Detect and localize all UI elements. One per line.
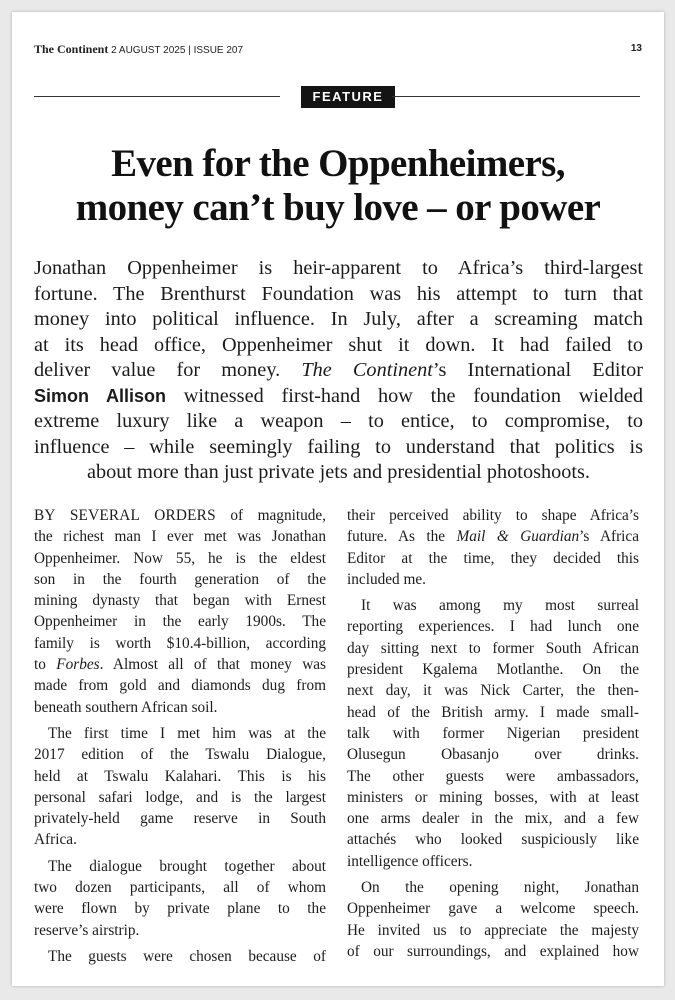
- body-line: On the opening night, Jonathan: [361, 879, 639, 897]
- body-text: ’s Africa: [579, 528, 640, 546]
- body-line: talk with former Nigerian president: [347, 724, 639, 742]
- body-line: next day, it was Nick Carter, the then-: [347, 682, 639, 700]
- body-line: attachés who looked suspiciously like: [347, 831, 639, 849]
- body-line: It was among my most surreal: [361, 597, 639, 615]
- standfirst-line: Jonathan Oppenheimer is heir-apparent to Africa’s third-largest: [34, 257, 643, 279]
- body-text: of magnitude,: [230, 507, 327, 524]
- standfirst: [34, 256, 643, 486]
- divider-left: [34, 96, 280, 97]
- body-line: included me.: [347, 570, 427, 588]
- author-name: Simon Allison: [34, 385, 166, 406]
- body-line: [347, 526, 639, 547]
- body-line: Oppenheimer in the early 1900s. The: [34, 613, 326, 631]
- body-line: mining dynasty that began with Ernest: [34, 592, 326, 610]
- body-line: The first time I met him was at the: [48, 724, 326, 742]
- section-tag: FEATURE: [301, 86, 395, 108]
- body-line: two dozen participants, all of whom: [34, 879, 326, 897]
- standfirst-line: [34, 358, 643, 384]
- body-line: [34, 505, 326, 526]
- masthead: [34, 42, 642, 57]
- body-line: The other guests were ambassadors,: [347, 767, 639, 785]
- page-number: 13: [630, 43, 642, 54]
- body-line: ministers or mining bosses, with at least: [347, 788, 639, 806]
- body-line: He invited us to appreciate the majesty: [347, 921, 639, 939]
- standfirst-line: fortune. The Brenthurst Foundation was his attempt to turn that: [34, 282, 643, 305]
- body-line: The dialogue brought together about: [48, 857, 326, 875]
- standfirst-text: ’s International Editor: [432, 359, 643, 381]
- body-text: to: [34, 656, 46, 674]
- body-line: day sitting next to former South African: [347, 639, 639, 657]
- section-header: [34, 86, 640, 108]
- body-line: family is worth $10.4-billion, according: [34, 634, 326, 652]
- standfirst-line: influence – while seemingly failing to understand that politics is: [34, 435, 643, 458]
- headline: [12, 142, 664, 230]
- body-column-left: [34, 505, 326, 967]
- body-line: the richest man I ever met was Jonathan: [34, 528, 326, 546]
- body-line: intelligence officers.: [347, 852, 473, 870]
- standfirst-text: deliver value for money.: [34, 359, 281, 381]
- body-line: personal safari lodge, and is the largest: [34, 788, 326, 806]
- issue-date: 2 AUGUST 2025 | ISSUE 207: [111, 45, 244, 56]
- body-line: 2017 edition of the Tswalu Dialogue,: [34, 746, 326, 764]
- body-line: Africa.: [34, 831, 77, 849]
- standfirst-line: about more than just private jets and presidential photoshoots.: [87, 461, 590, 483]
- body-line: son in the fourth generation of the: [34, 570, 326, 588]
- standfirst-line: money into political influence. In July, after a screaming match: [34, 308, 643, 330]
- body-line: made from gold and diamonds dug from: [34, 677, 326, 695]
- body-line: Oppenheimer gave a welcome speech.: [347, 900, 639, 918]
- body-line: The guests were chosen because of: [48, 947, 326, 965]
- body-line: privately-held game reserve in South: [34, 810, 326, 828]
- magazine-page: [12, 12, 664, 986]
- body-line: were flown by private plane to the: [34, 900, 326, 918]
- standfirst-line: at its head office, Oppenheimer shut it down. It had failed to: [34, 333, 643, 356]
- standfirst-line: [34, 384, 643, 410]
- publication-title: Mail & Guardian: [456, 528, 580, 546]
- publication-name: The Continent: [34, 42, 109, 56]
- headline-line-1: Even for the Oppenheimers,: [111, 142, 565, 185]
- body-line: [34, 654, 326, 675]
- body-line: held at Tswalu Kalahari. This is his: [34, 767, 326, 785]
- body-text: future. As the: [347, 528, 446, 546]
- body-text: . Almost all of that money was: [99, 656, 326, 674]
- body-line: Oppenheimer. Now 55, he is the eldest: [34, 549, 326, 567]
- publication-title: Forbes: [56, 656, 100, 674]
- body-line: their perceived ability to shape Africa’s: [347, 507, 639, 524]
- body-line: president Kgalema Motlanthe. On the: [347, 661, 639, 679]
- divider-right: [392, 96, 640, 97]
- body-line: of our surroundings, and explained how: [347, 942, 639, 960]
- body-line: reserve’s airstrip.: [34, 921, 140, 939]
- body-line: head of the British army. I made small-: [347, 703, 639, 721]
- headline-line-2: money can’t buy love – or power: [75, 186, 601, 229]
- lead-in-caps: BY SEVERAL ORDERS: [34, 507, 216, 524]
- body-line: beneath southern African soil.: [34, 698, 218, 716]
- standfirst-line: extreme luxury like a weapon – to entice, to compromise, to: [34, 410, 643, 432]
- body-line: Editor at the time, they decided this: [347, 549, 639, 567]
- publication-title: The Continent: [301, 359, 433, 381]
- body-line: reporting experiences. I had lunch one: [347, 618, 639, 636]
- body-column-right: [347, 505, 639, 962]
- standfirst-text: witnessed first-hand how the foundation wielded: [183, 384, 643, 407]
- body-line: Olusegun Obasanjo over drinks.: [347, 746, 639, 764]
- body-line: one arms dealer in the mix, and a few: [347, 810, 639, 828]
